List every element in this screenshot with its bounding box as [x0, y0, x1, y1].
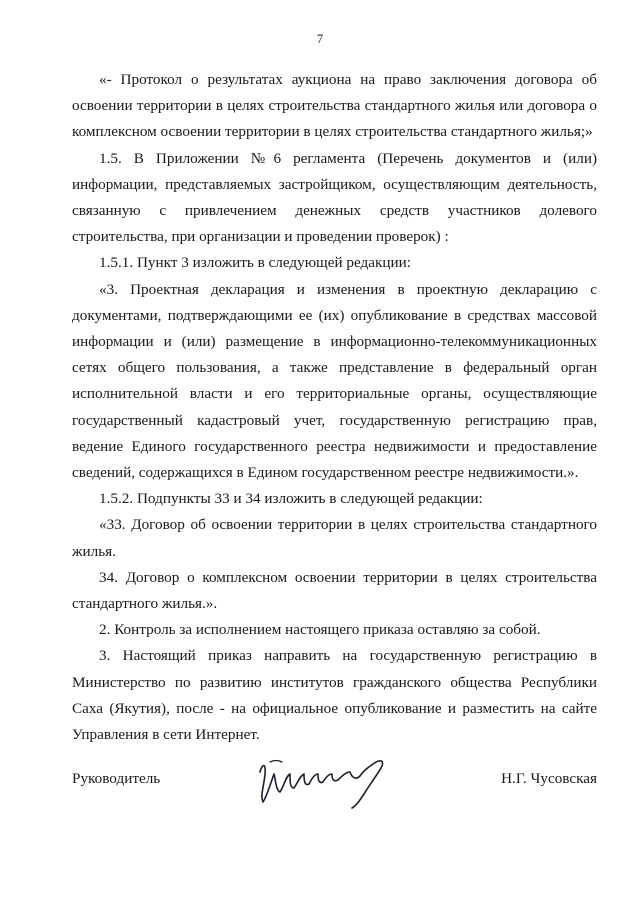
signature-block: [72, 760, 597, 830]
signer-position: Руководитель: [72, 770, 161, 787]
signer-name: Н.Г. Чусовская: [501, 770, 597, 787]
paragraph-item-33: «33. Договор об освоении территории в целях строительства стандартного жилья.: [72, 516, 597, 560]
paragraph-1-5-1: 1.5.1. Пункт 3 изложить в следующей редакции:: [99, 254, 412, 272]
document-body: [72, 67, 597, 748]
paragraph-1-5-2: 1.5.2. Подпункты 33 и 34 изложить в следующей редакции:: [99, 490, 483, 508]
page-number: 7: [316, 32, 324, 46]
paragraph-1-5: 1.5. В Приложении №6 регламента (Перечень документов и (или) информации, представляемых застройщиком, осуществляющим деятельность, связанную с привлечением денежных средств участников долевого строительства, при организации и проведении проверок) :: [72, 149, 597, 246]
paragraph-control: 2. Контроль за исполнением настоящего приказа оставляю за собой.: [99, 621, 541, 639]
paragraph-registration: 3. Настоящий приказ направить на государственную регистрацию в Министерство по развитию институтов гражданского общества Республики Саха (Якутия), после - на официальное опубликование и разместить на сайте Управления в сети Интернет.: [72, 647, 597, 744]
handwritten-signature: [252, 752, 402, 810]
paragraph-protocol: «- Протокол о результатах аукциона на право заключения договора об освоении территории в целях строительства стандартного жилья или договора о комплексном освоении территории в целях строительства стандартного жилья;»: [72, 71, 597, 141]
paragraph-item-34: 34. Договор о комплексном освоении территории в целях строительства стандартного жилья.».: [72, 568, 597, 613]
paragraph-item-3: «3. Проектная декларация и изменения в проектную декларацию с документами, подтверждающими ее (их) опубликование в средствах массовой информации и (или) размещение в информационно-телекоммуникационных сетях общего пользования, а также представление в федеральный орган исполнительной власти и его территориальные органы, осуществляющие государственный кадастровый учет, государственную регистрацию прав, ведение Единого государственного реестра недвижимости и предоставление сведений, содержащихся в Едином государственном реестре недвижимости.».: [72, 280, 597, 482]
